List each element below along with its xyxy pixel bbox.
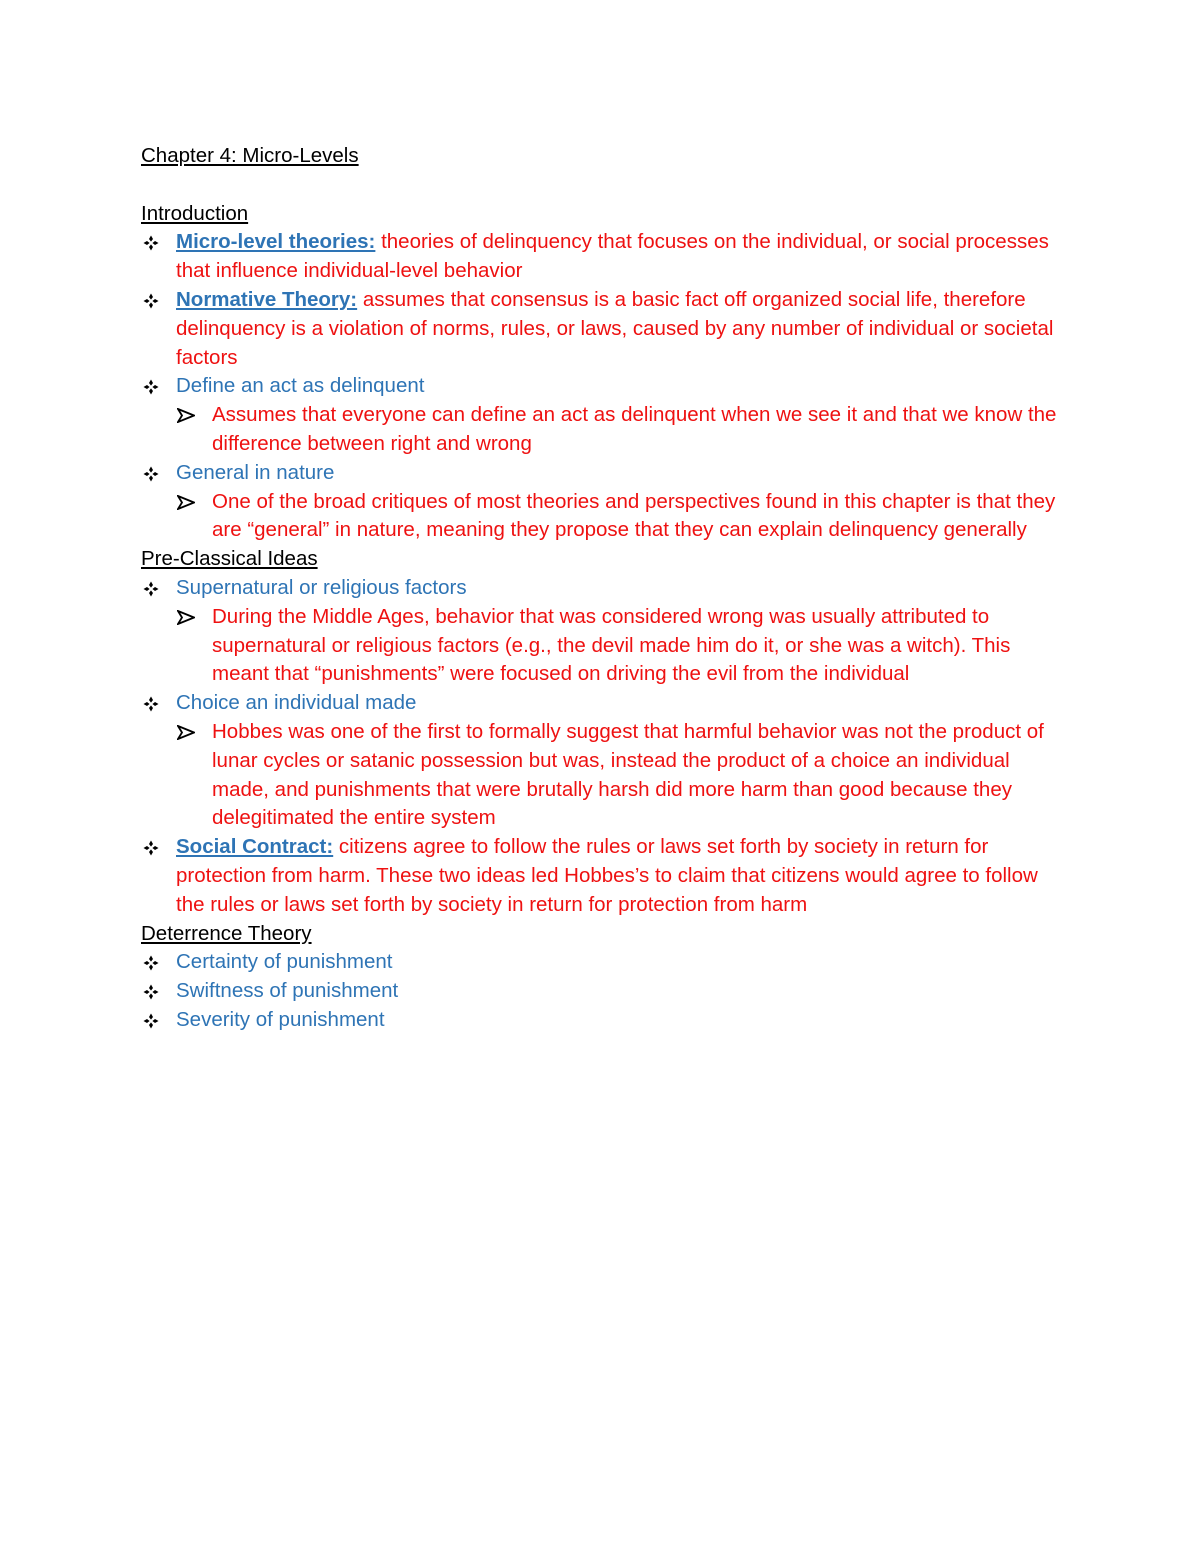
list-item-certainty [141, 948, 1061, 977]
sub-item-define-act-detail [141, 401, 1061, 459]
diamond-bullet-icon [143, 833, 165, 856]
detail-text-general: One of the broad critiques of most theories and perspectives found in this chapter is that they are “general” in nature, meaning they propose that they can explain delinquency generally [212, 489, 1056, 542]
arrowhead-bullet-icon [177, 718, 199, 740]
list-item-define-act [141, 372, 1061, 401]
diamond-bullet-icon [143, 689, 165, 712]
diamond-bullet-icon [143, 1006, 165, 1029]
item-text-general: General in nature [176, 460, 335, 484]
list-item-general-in-nature [141, 459, 1061, 488]
item-text-define-act: Define an act as delinquent [176, 374, 425, 398]
diamond-bullet-icon [143, 286, 165, 309]
detail-text-supernatural: During the Middle Ages, behavior that was considered wrong was usually attributed to supernatural or religious factors (e.g., the devil made him do it, or she was a witch). This meant that “punishments” were focused on driving the evil from the individual [212, 604, 1011, 686]
list-item-severity [141, 1006, 1061, 1035]
section-heading-deterrence: Deterrence Theory [141, 921, 312, 945]
definition-social-contract: citizens agree to follow the rules or laws set forth by society in return for protection from harm. These two ideas led Hobbes’s to claim that citizens would agree to follow the rules or laws set forth by society in return for protection from harm [176, 835, 1038, 916]
item-text-severity: Severity of punishment [176, 1007, 385, 1031]
definition-micro-level-theories: theories of delinquency that focuses on the individual, or social processes that influence individual-level behavior [176, 230, 1049, 283]
list-item-supernatural [141, 574, 1061, 603]
section-heading-pre-classical: Pre-Classical Ideas [141, 547, 318, 571]
section-heading-introduction: Introduction [141, 201, 249, 225]
arrowhead-bullet-icon [177, 603, 199, 625]
document-body [141, 142, 1061, 1035]
sub-item-supernatural-detail [141, 603, 1061, 689]
term-social-contract: Social Contract: [176, 835, 334, 859]
diamond-bullet-icon [143, 948, 165, 971]
arrowhead-bullet-icon [177, 401, 199, 423]
item-text-swiftness: Swiftness of punishment [176, 979, 399, 1003]
detail-text-define-act: Assumes that everyone can define an act as delinquent when we see it and that we know the difference between right and wrong [212, 403, 1057, 455]
term-normative-theory: Normative Theory: [176, 287, 358, 311]
arrowhead-bullet-icon [177, 488, 199, 510]
diamond-bullet-icon [143, 574, 165, 597]
page-title: Chapter 4: Micro-Levels [141, 144, 359, 167]
list-item-normative-theory [141, 286, 1061, 372]
detail-text-choice: Hobbes was one of the first to formally suggest that harmful behavior was not the product of lunar cycles or satanic possession but was, instead the product of a choice an individual made, and punishments that were brutally harsh did more harm than good because they delegitimated the entire system [212, 719, 1044, 830]
list-item-micro-level-theories [141, 228, 1061, 286]
list-item-social-contract [141, 833, 1061, 919]
blank-line [141, 171, 1061, 200]
sub-item-general-detail [141, 488, 1061, 546]
item-text-certainty: Certainty of punishment [176, 950, 393, 974]
sub-item-choice-detail [141, 718, 1061, 833]
term-micro-level-theories: Micro-level theories: [176, 230, 376, 254]
list-item-choice [141, 689, 1061, 718]
item-text-choice: Choice an individual made [176, 691, 417, 715]
diamond-bullet-icon [143, 459, 165, 482]
diamond-bullet-icon [143, 977, 165, 1000]
list-item-swiftness [141, 977, 1061, 1006]
diamond-bullet-icon [143, 372, 165, 395]
diamond-bullet-icon [143, 228, 165, 251]
item-text-supernatural: Supernatural or religious factors [176, 575, 467, 599]
definition-normative-theory: assumes that consensus is a basic fact off organized social life, therefore delinquency is a violation of norms, rules, or laws, caused by any number of individual or societal factors [176, 287, 1054, 369]
